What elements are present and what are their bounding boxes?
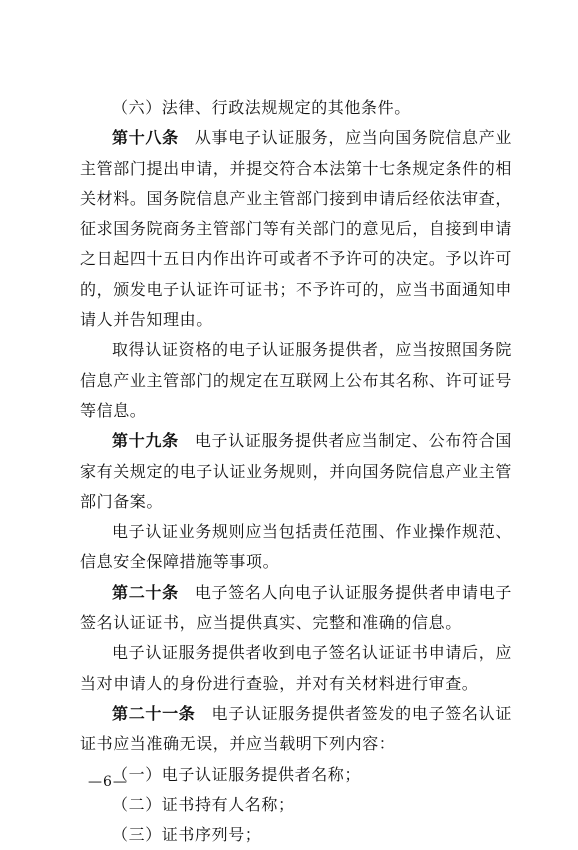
- paragraph-item-1: [80, 760, 512, 790]
- document-body: [80, 93, 512, 850]
- paragraph-text: （六）法律、行政法规规定的其他条件。: [112, 98, 411, 117]
- page-number: —6—: [88, 774, 128, 790]
- paragraph-item-2: [80, 790, 512, 820]
- article-heading: 第二十条: [112, 582, 179, 602]
- paragraph-text: 电子认证业务规则应当包括责任范围、作业操作规范、信息安全保障措施等事项。: [80, 522, 512, 572]
- paragraph-text: 电子签名人向电子认证服务提供者申请电子签名认证证书，应当提供真实、完整和准确的信息。: [80, 582, 513, 633]
- paragraph-item-3: [80, 820, 512, 850]
- paragraph-item-6: [80, 93, 512, 123]
- paragraph-text: 从事电子认证服务，应当向国务院信息产业主管部门提出申请，并提交符合本法第十七条规定条件的相关材料。国务院信息产业主管部门接到申请后经依法审查，征求国务院商务主管部门等有关部门的意见后，自接到申请之日起四十五日内作出许可或者不予许可的决定。予以许可的，颁发电子认证许可证书；不予许可的，应当书面通知申请人并告知理由。: [80, 128, 513, 330]
- paragraph-article-18-2: [80, 335, 512, 426]
- paragraph-article-21: [80, 699, 512, 760]
- paragraph-text: （一）电子认证服务提供者名称；: [112, 764, 362, 784]
- paragraph-text: （三）证书序列号；: [112, 825, 262, 845]
- article-heading: 第十九条: [112, 431, 179, 451]
- paragraph-article-18: [80, 123, 512, 335]
- paragraph-article-20-2: [80, 638, 512, 699]
- paragraph-article-19-2: [80, 517, 512, 578]
- paragraph-article-19: [80, 426, 512, 517]
- article-heading: 第二十一条: [112, 703, 196, 723]
- paragraph-text: 电子认证服务提供者应当制定、公布符合国家有关规定的电子认证业务规则，并向国务院信息产业主管部门备案。: [80, 431, 513, 511]
- paragraph-article-20: [80, 578, 512, 639]
- paragraph-text: 取得认证资格的电子认证服务提供者，应当按照国务院信息产业主管部门的规定在互联网上公布其名称、许可证号等信息。: [80, 340, 512, 420]
- paragraph-text: 电子认证服务提供者收到电子签名认证证书申请后，应当对申请人的身份进行查验，并对有关材料进行审查。: [80, 643, 512, 693]
- article-heading: 第十八条: [112, 128, 179, 148]
- paragraph-text: 电子认证服务提供者签发的电子签名认证证书应当准确无误，并应当载明下列内容：: [80, 703, 512, 754]
- paragraph-text: （二）证书持有人名称；: [112, 794, 295, 814]
